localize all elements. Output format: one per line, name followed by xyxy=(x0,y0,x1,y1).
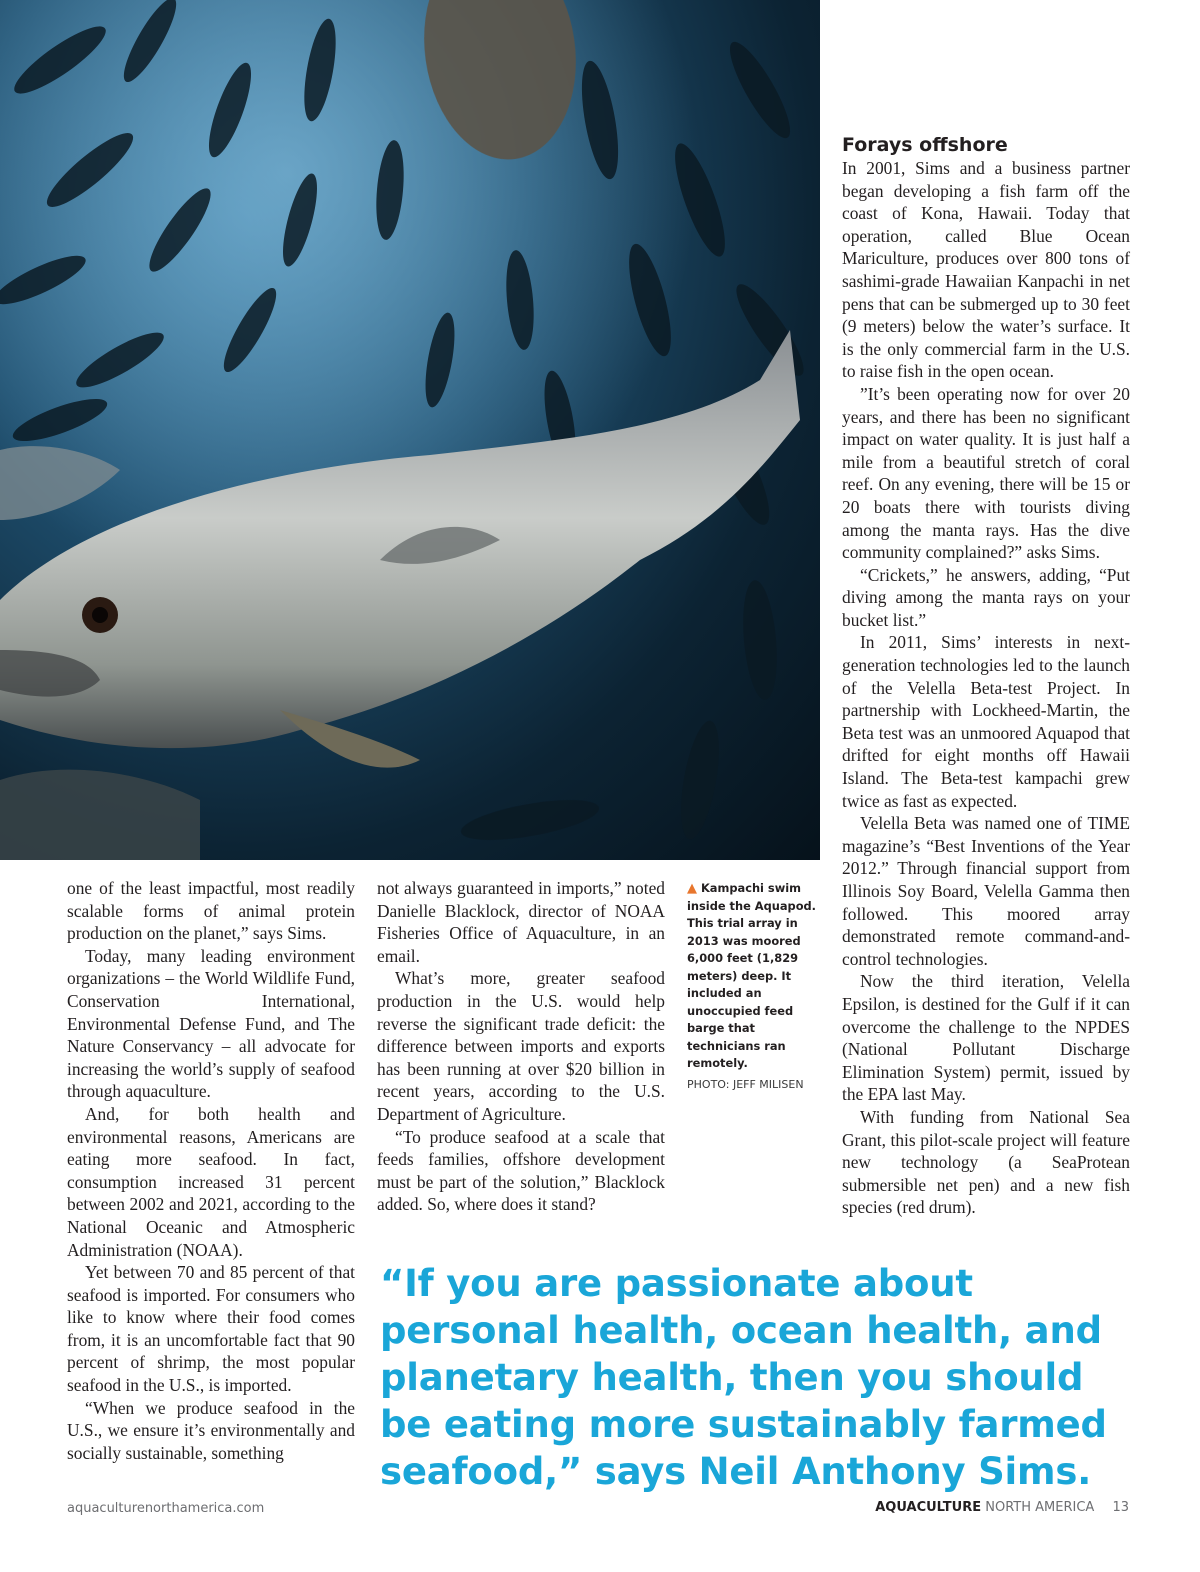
article-column-middle xyxy=(377,877,665,1216)
fish-photo xyxy=(0,0,820,860)
triangle-up-icon: ▲ xyxy=(687,881,697,896)
paragraph: Today, many leading environment organizations – the World Wildlife Fund, Conservation International, Environmental Defense Fund, and The Nature Conservancy – all advocate for increasing the world’s supply of seafood through aquaculture. xyxy=(67,945,355,1102)
footer-url: aquaculturenorthamerica.com xyxy=(67,1501,265,1516)
photo-caption xyxy=(687,880,822,1093)
page-number: 13 xyxy=(1112,1500,1129,1515)
caption-text: Kampachi swim inside the Aquapod. This trial array in 2013 was moored 6,000 feet (1,829 meters) deep. It included an unoccupied feed barge that technicians ran remotely. xyxy=(687,881,817,1070)
article-column-left xyxy=(67,877,355,1464)
brand-rest: NORTH AMERICA xyxy=(985,1500,1095,1515)
paragraph: What’s more, greater seafood production in the U.S. would help reverse the significant trade deficit: the difference between imports and exports has been running at over $20 billion in recent years, according to the U.S. Department of Agriculture. xyxy=(377,968,665,1124)
paragraph: And, for both health and environmental reasons, Americans are eating more seafood. In fact, consumption increased 31 percent between 2002 and 2021, according to the National Oceanic and Atmospheric Administration (NOAA). xyxy=(67,1103,355,1260)
paragraph: Velella Beta was named one of TIME magazine’s “Best Inventions of the Year 2012.” Through financial support from Illinois Soy Board, Velella Gamma then followed. This moored array demonstrated remote command-and-control technologies. xyxy=(842,813,1130,969)
paragraph: In 2011, Sims’ interests in next-generation technologies led to the launch of the Velella Beta-test Project. In partnership with Lockheed-Martin, the Beta test was an unmoored Aquapod that drifted for eight months off Hawaii Island. The Beta-test kampachi grew twice as fast as expected. xyxy=(842,632,1130,811)
photo-credit: PHOTO: JEFF MILISEN xyxy=(687,1077,804,1091)
paragraph: ”It’s been operating now for over 20 years, and there has been no significant impact on water quality. It is just half a mile from a beautiful stretch of coral reef. On any evening, there will be 15 or 20 boats there with tourists diving among the manta rays. Has the dive community complained?” asks Sims. xyxy=(842,383,1130,563)
paragraph: “Crickets,” he answers, adding, “Put diving among the manta rays on your bucket list.” xyxy=(842,564,1130,630)
paragraph: Yet between 70 and 85 percent of that seafood is imported. For consumers who like to know where their food comes from, it is an uncomfortable fact that 90 percent of shrimp, the most popular seafood in the U.S., is imported. xyxy=(67,1262,355,1396)
pull-quote: “If you are passionate about personal health, ocean health, and planetary health, then you should be eating more sustainably farmed seafood,” says Neil Anthony Sims. xyxy=(380,1262,1107,1493)
paragraph: With funding from National Sea Grant, this pilot-scale project will feature new technology (a SeaProtean submersible net pen) and a new fish species (red drum). xyxy=(842,1106,1130,1218)
brand-bold: AQUACULTURE xyxy=(875,1500,982,1515)
section-heading: Forays offshore xyxy=(842,134,1008,156)
paragraph: one of the least impactful, most readily scalable forms of animal protein production on the planet,” says Sims. xyxy=(67,878,355,944)
paragraph: not always guaranteed in imports,” noted Danielle Blacklock, director of NOAA Fisheries Office of Aquaculture, in an email. xyxy=(377,878,665,966)
fish-illustration xyxy=(0,0,820,860)
paragraph: In 2001, Sims and a business partner began developing a fish farm off the coast of Kona, Hawaii. Today that operation, called Blue Ocean Mariculture, produces over 800 tons of sashimi-grade Hawaiian Kanpachi in net pens that can be submerged up to 30 feet (9 meters) below the water’s surface. It is the only commercial farm in the U.S. to raise fish in the open ocean. xyxy=(842,158,1130,382)
paragraph: “To produce seafood at a scale that feeds families, offshore development must be part of the solution,” Blacklock added. So, where does it stand? xyxy=(377,1126,665,1215)
article-column-right xyxy=(842,157,1130,1219)
paragraph: “When we produce seafood in the U.S., we ensure it’s environmentally and socially sustainable, something xyxy=(67,1397,355,1463)
footer-brand xyxy=(875,1500,1129,1515)
paragraph: Now the third iteration, Velella Epsilon, is destined for the Gulf if it can overcome the challenge to the NPDES (National Pollutant Discharge Elimination System) permit, issued by the EPA last May. xyxy=(842,971,1130,1105)
